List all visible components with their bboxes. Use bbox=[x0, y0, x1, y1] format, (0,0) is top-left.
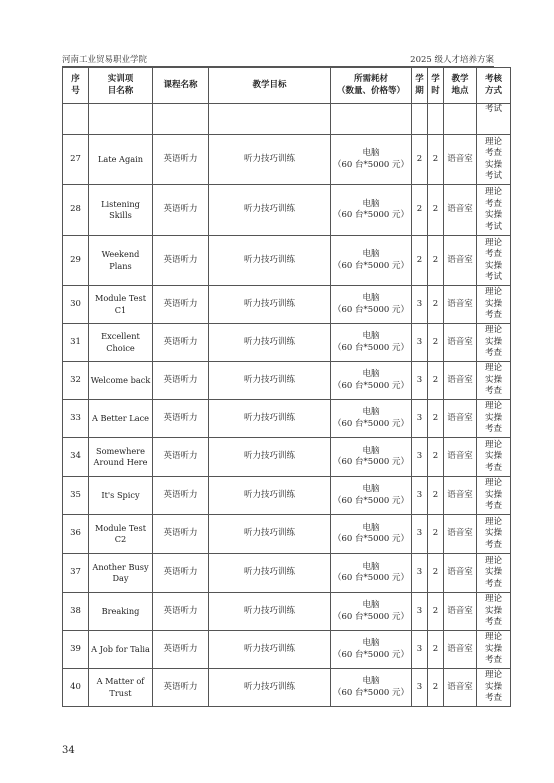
project-name: Excellent Choice bbox=[89, 324, 153, 362]
project-name: Another Busy Day bbox=[89, 554, 153, 593]
assessment: 理论 考查 实操 考试 bbox=[477, 236, 511, 286]
project-name: Welcome back bbox=[89, 362, 153, 400]
course-name: 英语听力 bbox=[153, 185, 209, 236]
table-row bbox=[63, 515, 511, 554]
table-row-continued bbox=[63, 104, 511, 135]
project-name: A Matter of Trust bbox=[89, 669, 153, 707]
teaching-goal: 听力技巧训练 bbox=[209, 286, 331, 324]
table-row bbox=[63, 477, 511, 515]
row-number: 28 bbox=[63, 185, 89, 236]
teaching-goal: 听力技巧训练 bbox=[209, 236, 331, 286]
teaching-goal: 听力技巧训练 bbox=[209, 362, 331, 400]
place: 语音室 bbox=[444, 324, 477, 362]
teaching-goal: 听力技巧训练 bbox=[209, 438, 331, 477]
place: 语音室 bbox=[444, 236, 477, 286]
training-table bbox=[62, 67, 511, 707]
assessment: 理论 实操 考查 bbox=[477, 400, 511, 438]
term: 3 bbox=[412, 669, 428, 707]
assessment: 理论 考查 实操 考试 bbox=[477, 185, 511, 236]
row-number: 33 bbox=[63, 400, 89, 438]
project-name: A Better Lace bbox=[89, 400, 153, 438]
hours: 2 bbox=[428, 362, 444, 400]
table-row bbox=[63, 324, 511, 362]
teaching-goal: 听力技巧训练 bbox=[209, 400, 331, 438]
col-header-goal: 教学目标 bbox=[209, 68, 331, 104]
table-row bbox=[63, 400, 511, 438]
col-header-project: 实训项 目名称 bbox=[89, 68, 153, 104]
teaching-goal: 听力技巧训练 bbox=[209, 593, 331, 631]
row-number: 31 bbox=[63, 324, 89, 362]
place: 语音室 bbox=[444, 438, 477, 477]
place: 语音室 bbox=[444, 135, 477, 185]
table-row bbox=[63, 631, 511, 669]
term: 3 bbox=[412, 554, 428, 593]
col-header-no: 序 号 bbox=[63, 68, 89, 104]
course-name: 英语听力 bbox=[153, 631, 209, 669]
teaching-goal: 听力技巧训练 bbox=[209, 324, 331, 362]
page-number: 34 bbox=[62, 745, 75, 756]
term: 3 bbox=[412, 286, 428, 324]
materials: 电脑 （60 台*5000 元） bbox=[331, 631, 412, 669]
project-name: Late Again bbox=[89, 135, 153, 185]
term: 3 bbox=[412, 400, 428, 438]
project-name: A Job for Talia bbox=[89, 631, 153, 669]
assessment: 理论 实操 考查 bbox=[477, 631, 511, 669]
hours: 2 bbox=[428, 438, 444, 477]
course-name: 英语听力 bbox=[153, 236, 209, 286]
hours: 2 bbox=[428, 135, 444, 185]
course-name: 英语听力 bbox=[153, 438, 209, 477]
place: 语音室 bbox=[444, 477, 477, 515]
materials: 电脑 （60 台*5000 元） bbox=[331, 515, 412, 554]
project-name: It's Spicy bbox=[89, 477, 153, 515]
teaching-goal: 听力技巧训练 bbox=[209, 631, 331, 669]
table-row bbox=[63, 554, 511, 593]
materials: 电脑 （60 台*5000 元） bbox=[331, 554, 412, 593]
row-number: 30 bbox=[63, 286, 89, 324]
assessment: 理论 实操 考查 bbox=[477, 362, 511, 400]
teaching-goal: 听力技巧训练 bbox=[209, 185, 331, 236]
assessment: 理论 考查 实操 考试 bbox=[477, 135, 511, 185]
row-number: 38 bbox=[63, 593, 89, 631]
assessment: 理论 实操 考查 bbox=[477, 477, 511, 515]
term: 2 bbox=[412, 236, 428, 286]
project-name: Module Test C1 bbox=[89, 286, 153, 324]
row-number: 40 bbox=[63, 669, 89, 707]
table-row bbox=[63, 286, 511, 324]
course-name: 英语听力 bbox=[153, 135, 209, 185]
teaching-goal: 听力技巧训练 bbox=[209, 669, 331, 707]
term: 2 bbox=[412, 135, 428, 185]
assessment-cell: 考试 bbox=[477, 104, 511, 135]
project-name: Somewhere Around Here bbox=[89, 438, 153, 477]
col-header-assessment: 考核 方式 bbox=[477, 68, 511, 104]
materials: 电脑 （60 台*5000 元） bbox=[331, 135, 412, 185]
table-row bbox=[63, 362, 511, 400]
col-header-term: 学 期 bbox=[412, 68, 428, 104]
project-name: Module Test C2 bbox=[89, 515, 153, 554]
term: 3 bbox=[412, 324, 428, 362]
hours: 2 bbox=[428, 236, 444, 286]
teaching-goal: 听力技巧训练 bbox=[209, 477, 331, 515]
hours: 2 bbox=[428, 477, 444, 515]
course-name: 英语听力 bbox=[153, 669, 209, 707]
materials: 电脑 （60 台*5000 元） bbox=[331, 593, 412, 631]
col-header-materials: 所需耗材 （数量、价格等） bbox=[331, 68, 412, 104]
materials: 电脑 （60 台*5000 元） bbox=[331, 400, 412, 438]
term: 3 bbox=[412, 477, 428, 515]
row-number: 35 bbox=[63, 477, 89, 515]
term: 3 bbox=[412, 515, 428, 554]
course-name: 英语听力 bbox=[153, 324, 209, 362]
table-row bbox=[63, 593, 511, 631]
materials: 电脑 （60 台*5000 元） bbox=[331, 185, 412, 236]
term: 3 bbox=[412, 593, 428, 631]
materials: 电脑 （60 台*5000 元） bbox=[331, 324, 412, 362]
row-number: 29 bbox=[63, 236, 89, 286]
row-number: 39 bbox=[63, 631, 89, 669]
table-row bbox=[63, 669, 511, 707]
hours: 2 bbox=[428, 554, 444, 593]
school-name: 河南工业贸易职业学院 bbox=[62, 55, 148, 65]
assessment: 理论 实操 考查 bbox=[477, 669, 511, 707]
hours: 2 bbox=[428, 631, 444, 669]
table-row bbox=[63, 135, 511, 185]
place: 语音室 bbox=[444, 593, 477, 631]
term: 3 bbox=[412, 362, 428, 400]
hours: 2 bbox=[428, 593, 444, 631]
place: 语音室 bbox=[444, 631, 477, 669]
hours: 2 bbox=[428, 324, 444, 362]
course-name: 英语听力 bbox=[153, 286, 209, 324]
materials: 电脑 （60 台*5000 元） bbox=[331, 286, 412, 324]
place: 语音室 bbox=[444, 362, 477, 400]
place: 语音室 bbox=[444, 515, 477, 554]
place: 语音室 bbox=[444, 554, 477, 593]
materials: 电脑 （60 台*5000 元） bbox=[331, 438, 412, 477]
materials: 电脑 （60 台*5000 元） bbox=[331, 477, 412, 515]
row-number: 32 bbox=[63, 362, 89, 400]
row-number: 36 bbox=[63, 515, 89, 554]
project-name: Weekend Plans bbox=[89, 236, 153, 286]
course-name: 英语听力 bbox=[153, 515, 209, 554]
term: 3 bbox=[412, 631, 428, 669]
assessment: 理论 实操 考查 bbox=[477, 286, 511, 324]
materials: 电脑 （60 台*5000 元） bbox=[331, 362, 412, 400]
teaching-goal: 听力技巧训练 bbox=[209, 515, 331, 554]
row-number: 27 bbox=[63, 135, 89, 185]
assessment: 理论 实操 考查 bbox=[477, 593, 511, 631]
course-name: 英语听力 bbox=[153, 554, 209, 593]
hours: 2 bbox=[428, 669, 444, 707]
hours: 2 bbox=[428, 400, 444, 438]
table-row bbox=[63, 236, 511, 286]
page-header bbox=[62, 53, 494, 67]
row-number: 37 bbox=[63, 554, 89, 593]
teaching-goal: 听力技巧训练 bbox=[209, 554, 331, 593]
assessment: 理论 实操 考查 bbox=[477, 438, 511, 477]
materials: 电脑 （60 台*5000 元） bbox=[331, 669, 412, 707]
row-number: 34 bbox=[63, 438, 89, 477]
place: 语音室 bbox=[444, 185, 477, 236]
col-header-course: 课程名称 bbox=[153, 68, 209, 104]
course-name: 英语听力 bbox=[153, 477, 209, 515]
hours: 2 bbox=[428, 515, 444, 554]
assessment: 理论 实操 考查 bbox=[477, 515, 511, 554]
course-name: 英语听力 bbox=[153, 400, 209, 438]
place: 语音室 bbox=[444, 400, 477, 438]
project-name: Listening Skills bbox=[89, 185, 153, 236]
place: 语音室 bbox=[444, 669, 477, 707]
project-name: Breaking bbox=[89, 593, 153, 631]
term: 2 bbox=[412, 185, 428, 236]
table-row bbox=[63, 185, 511, 236]
assessment: 理论 实操 考查 bbox=[477, 554, 511, 593]
col-header-place: 教学 地点 bbox=[444, 68, 477, 104]
course-name: 英语听力 bbox=[153, 593, 209, 631]
materials: 电脑 （60 台*5000 元） bbox=[331, 236, 412, 286]
place: 语音室 bbox=[444, 286, 477, 324]
course-name: 英语听力 bbox=[153, 362, 209, 400]
teaching-goal: 听力技巧训练 bbox=[209, 135, 331, 185]
hours: 2 bbox=[428, 286, 444, 324]
table-header-row bbox=[63, 68, 511, 104]
hours: 2 bbox=[428, 185, 444, 236]
table-row bbox=[63, 438, 511, 477]
assessment: 理论 实操 考查 bbox=[477, 324, 511, 362]
plan-title: 2025 级人才培养方案 bbox=[410, 55, 494, 65]
term: 3 bbox=[412, 438, 428, 477]
col-header-hours: 学 时 bbox=[428, 68, 444, 104]
